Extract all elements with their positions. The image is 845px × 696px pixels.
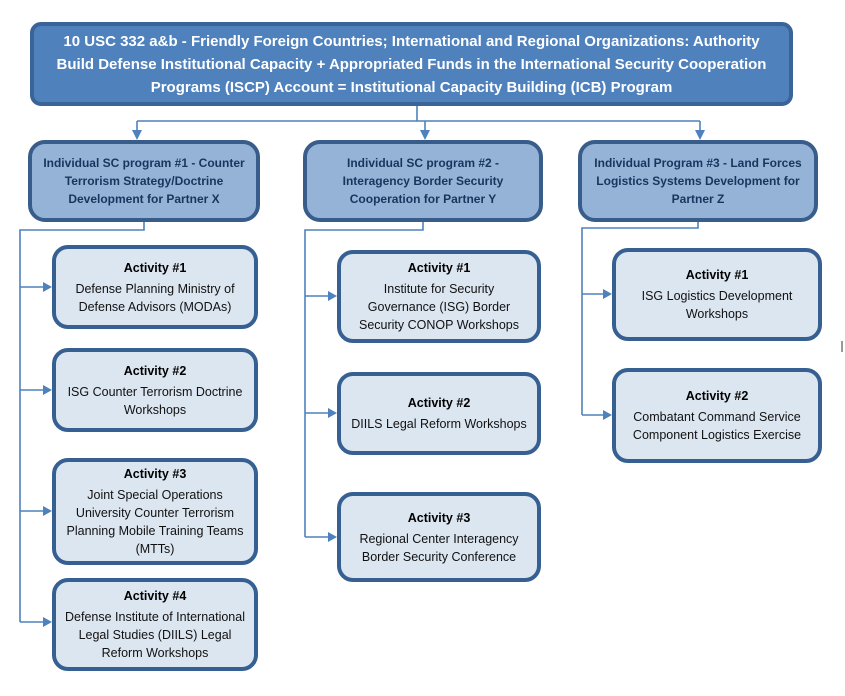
activity-description: Joint Special Operations University Counter Terrorism Planning Mobile Training Teams (MTTs) <box>66 488 244 556</box>
activity-title: Activity #3 <box>123 467 187 481</box>
activity-node-p1-2 <box>52 348 258 432</box>
program-node-3: Individual Program #3 - Land Forces Logistics Systems Development for Partner Z <box>578 140 818 222</box>
activity-node-p1-4 <box>52 578 258 671</box>
program-node-1: Individual SC program #1 - Counter Terrorism Strategy/Doctrine Development for Partner X <box>28 140 260 222</box>
activity-description: ISG Logistics Development Workshops <box>641 289 793 321</box>
activity-title: Activity #2 <box>407 396 471 410</box>
activity-node-p1-3 <box>52 458 258 565</box>
activity-description: Defense Institute of International Legal Studies (DIILS) Legal Reform Workshops <box>65 610 245 660</box>
activity-description: DIILS Legal Reform Workshops <box>351 417 527 431</box>
down-arrowhead-icons <box>132 130 705 140</box>
activity-description: Defense Planning Ministry of Defense Advisors (MODAs) <box>75 281 235 314</box>
right-arrowhead-icons-col2 <box>328 291 337 542</box>
activity-title: Activity #4 <box>123 589 187 603</box>
activity-description: Institute for Security Governance (ISG) Border Security CONOP Workshops <box>358 282 519 332</box>
activity-description: Regional Center Interagency Border Security Conference <box>359 531 519 564</box>
activity-description: Combatant Command Service Component Logistics Exercise <box>632 410 802 442</box>
activity-node-p1-1 <box>52 245 258 329</box>
activity-title: Activity #2 <box>685 389 749 403</box>
activity-node-p3-1 <box>612 248 822 341</box>
activity-title: Activity #3 <box>407 510 471 525</box>
activity-node-p2-2 <box>337 372 541 455</box>
activity-node-p3-2 <box>612 368 822 463</box>
activity-title: Activity #2 <box>123 363 187 378</box>
activity-node-p2-3 <box>337 492 541 582</box>
root-to-programs-connector <box>137 106 700 131</box>
activity-description: ISG Counter Terrorism Doctrine Workshops <box>67 384 243 417</box>
program-node-2: Individual SC program #2 - Interagency Border Security Cooperation for Partner Y <box>303 140 543 222</box>
activity-title: Activity #1 <box>685 268 749 282</box>
right-arrowhead-icons-col3 <box>603 289 612 420</box>
root-node: 10 USC 332 a&b - Friendly Foreign Countries; International and Regional Organizations: Authority Build Defense Institutional Capacity + Appropriated Funds in the International Security Cooperation Programs (ISCP) Account = Institutional Capacity Building (ICB) Program <box>30 22 793 106</box>
activity-title: Activity #1 <box>123 260 187 275</box>
right-arrowhead-icons-col1 <box>43 282 52 627</box>
activity-node-p2-1 <box>337 250 541 343</box>
activity-title: Activity #1 <box>407 261 471 275</box>
